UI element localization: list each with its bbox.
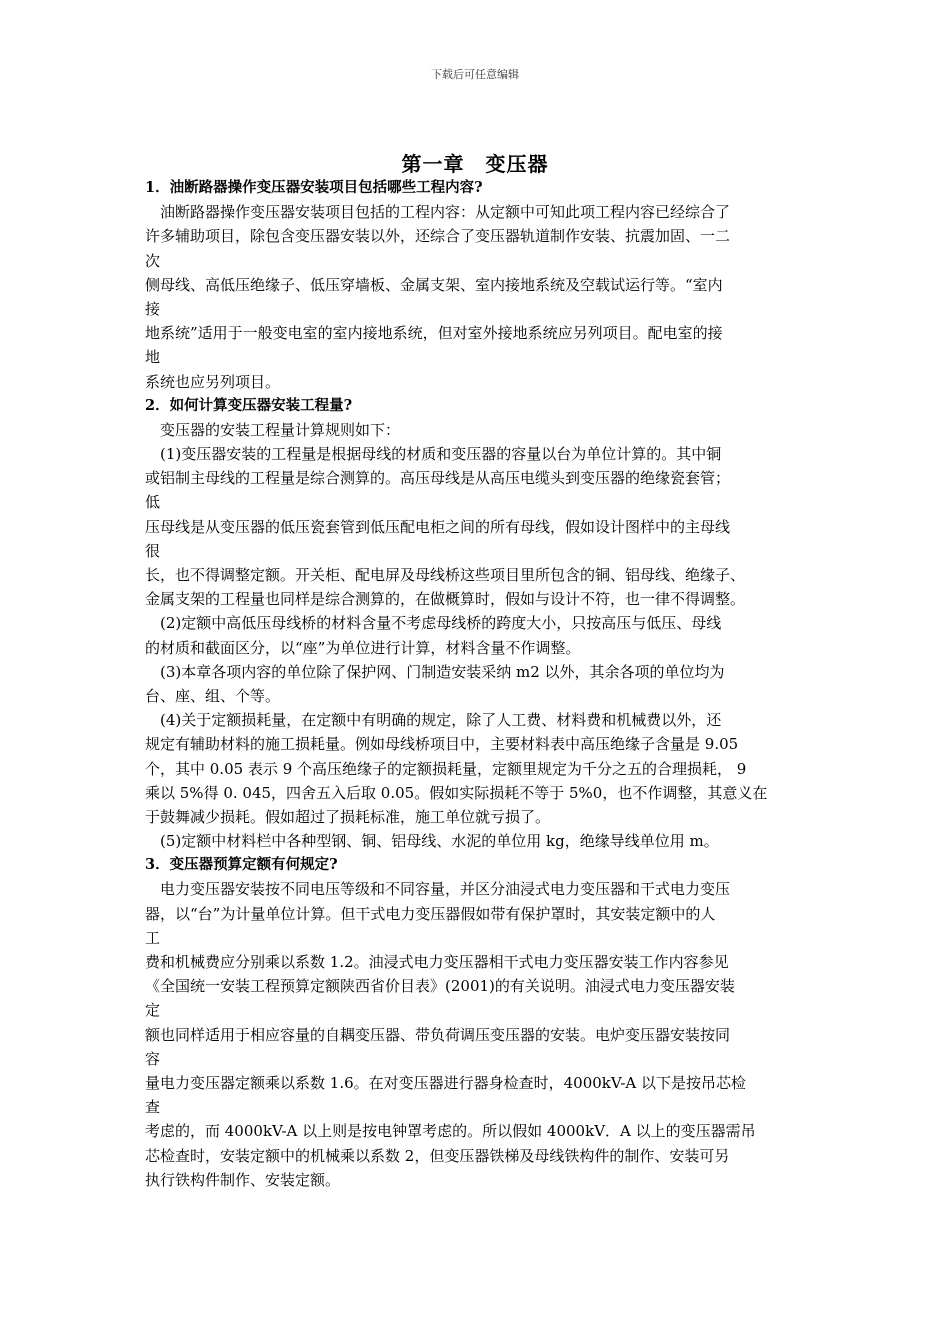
text-line: 许多辅助项目，除包含变压器安装以外，还综合了变压器轨道制作安装、抗震加固、一二 (145, 227, 731, 246)
text-line: 量电力变压器定额乘以系数 1.6。在对变压器进行器身检查时，4000kV-A 以下是按吊芯检 (145, 1073, 747, 1092)
text-line: 个，其中 0.05 表示 9 个高压绝缘子的定额损耗量，定额里规定为千分之五的合理损耗， 9 (145, 759, 747, 778)
text-line: 压母线是从变压器的低压瓷套管到低压配电柜之间的所有母线，假如设计图样中的主母线 (145, 517, 731, 536)
text-line: 地系统”适用于一般变电室的室内接地系统，但对室外接地系统应另列项目。配电室的接 (145, 324, 723, 343)
text-line: 低 (145, 493, 161, 512)
text-line: 定 (145, 1001, 161, 1020)
page-header: 下载后可任意编辑 (431, 68, 519, 81)
question-heading: 2．如何计算变压器安装工程量? (145, 396, 353, 414)
text-line: 查 (145, 1098, 161, 1117)
text-line: (4)关于定额损耗量，在定额中有明确的规定，除了人工费、材料费和机械费以外，还 (160, 711, 722, 730)
text-line: 变压器的安装工程量计算规则如下： (160, 420, 401, 439)
text-line: 费和机械费应分别乘以系数 1.2。油浸式电力变压器相干式电力变压器安装工作内容参见 (145, 953, 729, 971)
text-line: 考虑的，而 4000kV-A 以上则是按电钟罩考虑的。所以假如 4000kV．A 以上的变压器需吊 (145, 1122, 756, 1141)
chapter-title: 第一章 变压器 (401, 152, 549, 176)
text-line: 的材质和截面区分，以“座”为单位进行计算，材料含量不作调整。 (145, 638, 581, 657)
text-line: (1)变压器安装的工程量是根据母线的材质和变压器的容量以台为单位计算的。其中铜 (160, 445, 722, 464)
text-line: (2)定额中高低压母线桥的材料含量不考虑母线桥的跨度大小，只按高压与低压、母线 (160, 614, 722, 633)
text-line: 工 (145, 928, 161, 947)
text-line: 器，以“台”为计量单位计算。但干式电力变压器假如带有保护罩时，其安装定额中的人 (145, 904, 716, 923)
text-line: 额也同样适用于相应容量的自耦变压器、带负荷调压变压器的安装。电炉变压器安装按同 (145, 1025, 731, 1044)
text-line: 于鼓舞减少损耗。假如超过了损耗标准，施工单位就亏损了。 (145, 807, 551, 826)
text-line: 《全国统一安装工程预算定额陕西省价目表》(2001)的有关说明。油浸式电力变压器安装 (145, 977, 735, 996)
question-heading: 3．变压器预算定额有何规定? (145, 856, 338, 874)
text-line: (3)本章各项内容的单位除了保护网、门制造安装采纳 m2 以外，其余各项的单位均为 (160, 662, 725, 681)
text-line: 系统也应另列项目。 (145, 372, 281, 391)
text-line: 台、座、组、个等。 (145, 686, 281, 705)
text-line: 容 (145, 1049, 161, 1068)
document-body (145, 176, 825, 1192)
text-line: 电力变压器安装按不同电压等级和不同容量，并区分油浸式电力变压器和干式电力变压 (160, 880, 731, 899)
text-line: 很 (145, 541, 161, 560)
text-line: 接 (145, 299, 161, 318)
text-line: (5)定额中材料栏中各种型钢、铜、铝母线、水泥的单位用 kg，绝缘导线单位用 m。 (160, 832, 719, 851)
question-heading: 1．油断路器操作变压器安装项目包括哪些工程内容? (145, 179, 483, 196)
text-line: 或铝制主母线的工程量是综合测算的。高压母线是从高压电缆头到变压器的绝缘瓷套管； (145, 469, 731, 488)
text-line: 油断路器操作变压器安装项目包括的工程内容：从定额中可知此项工程内容已经综合了 (160, 203, 731, 222)
text-line: 金属支架的工程量也同样是综合测算的，在做概算时，假如与设计不符，也一律不得调整。 (145, 590, 746, 609)
text-line: 长，也不得调整定额。开关柜、配电屏及母线桥这些项目里所包含的铜、铝母线、绝缘子、 (145, 566, 746, 584)
text-line: 侧母线、高低压绝缘子、低压穿墙板、金属支架、室内接地系统及空载试运行等。“室内 (145, 275, 723, 294)
text-line: 次 (145, 251, 161, 270)
text-line: 乘以 5%得 0. 045，四舍五入后取 0.05。假如实际损耗不等于 5%0，也不作调整，其意义在 (145, 783, 768, 802)
text-line: 规定有辅助材料的施工损耗量。例如母线桥项目中，主要材料表中高压绝缘子含量是 9.05 (145, 735, 739, 754)
text-line: 执行铁构件制作、安装定额。 (145, 1170, 341, 1189)
text-line: 芯检查时，安装定额中的机械乘以系数 2，但变压器铁梯及母线铁构件的制作、安装可另 (145, 1146, 730, 1165)
text-line: 地 (145, 348, 161, 367)
